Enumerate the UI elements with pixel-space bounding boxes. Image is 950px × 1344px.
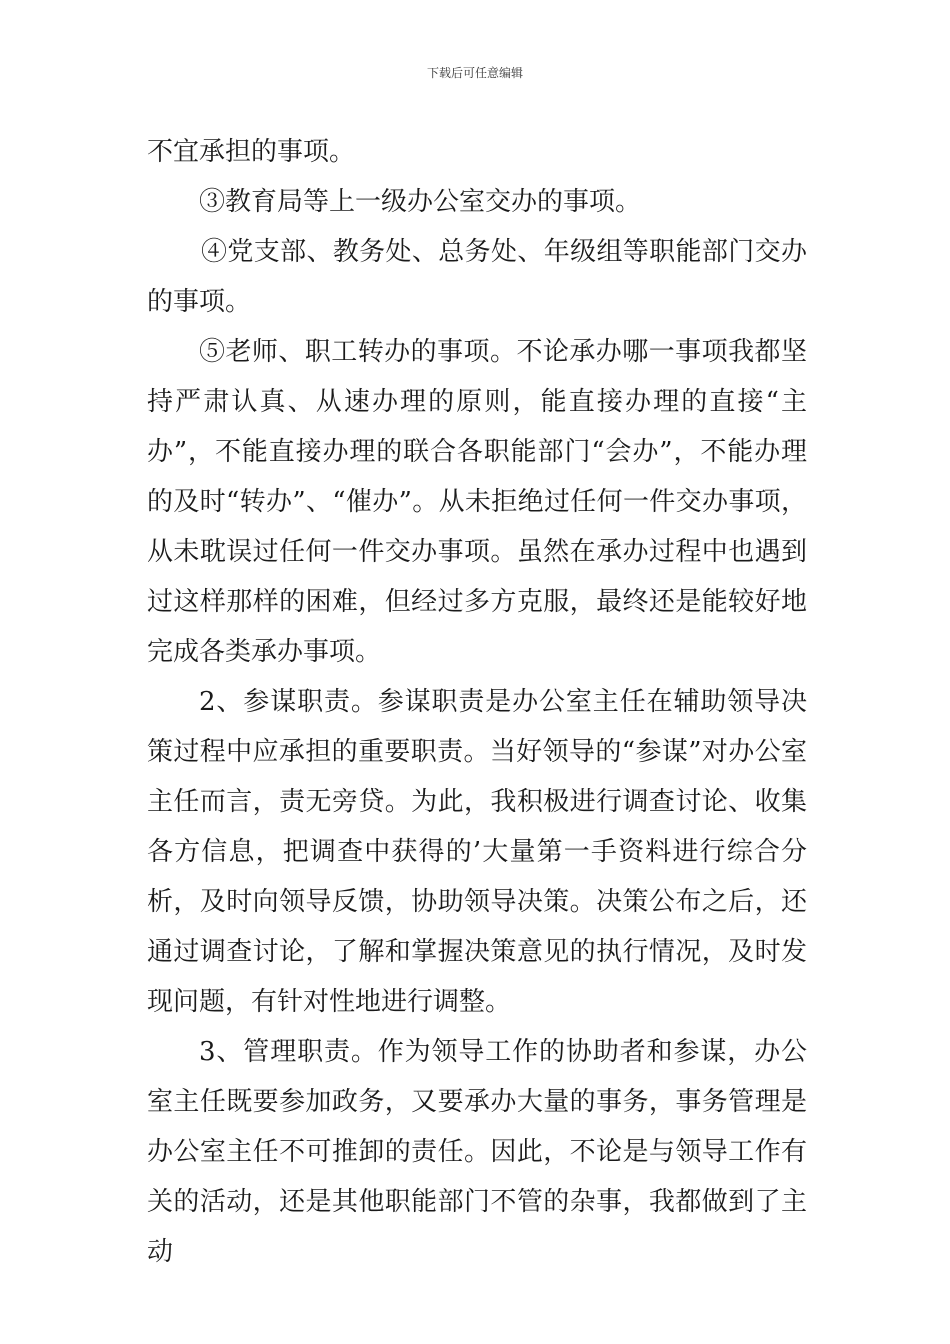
paragraph-item-3: ③教育局等上一级办公室交办的事项。 [199,187,642,217]
document-body [147,127,807,1277]
paragraph-advisory-duty: 2、参谋职责。参谋职责是办公室主任在辅助领导决策过程中应承担的重要职责。当好领导的“参谋”对办公室主任而言，责无旁贷。为此，我积极进行调查讨论、收集各方信息，把调查中获得的’大量第一手资料进行综合分析，及时向领导反馈，协助领导决策。决策公布之后，还通过调查讨论，了解和掌握决策意见的执行情况，及时发现问题，有针对性地进行调整。 [147,687,807,1017]
paragraph-continuation: 不宜承担的事项。 [147,137,356,167]
paragraph-management-duty: 3、管理职责。作为领导工作的协助者和参谋，办公室主任既要参加政务，又要承办大量的事务，事务管理是办公室主任不可推卸的责任。因此，不论是与领导工作有关的活动，还是其他职能部门不管的杂事，我都做到了主动 [147,1037,807,1267]
paragraph-item-5: ⑤老师、职工转办的事项。不论承办哪一事项我都坚持严肃认真、从速办理的原则，能直接办理的直接“主办”，不能直接办理的联合各职能部门“会办”，不能办理的及时“转办”、“催办”。从未拒绝过任何一件交办事项，从未耽误过任何一件交办事项。虽然在承办过程中也遇到过这样那样的困难，但经过多方克服，最终还是能较好地完成各类承办事项。 [147,337,807,667]
page-header-note: 下载后可任意编辑 [426,66,523,80]
paragraph-item-4: ④党支部、教务处、总务处、年级组等职能部门交办的事项。 [147,237,807,317]
